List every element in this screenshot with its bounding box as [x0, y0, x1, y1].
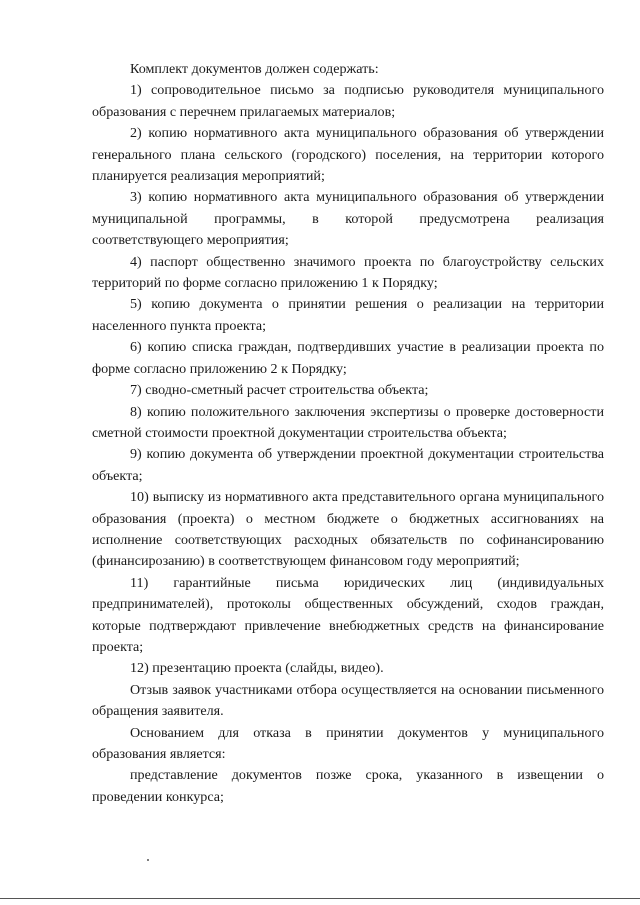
list-item: 6) копию списка граждан, подтвердивших участие в реализации проекта по форме согласно приложению 2 к Порядку; — [92, 339, 604, 377]
list-item: 7) сводно-сметный расчет строительства объекта; — [130, 382, 429, 399]
intro-paragraph: Комплект документов должен содержать: — [130, 61, 379, 77]
list-item: 8) копию положительного заключения экспертизы о проверке достоверности сметной стоимости проектной документации строительства объекта; — [92, 403, 604, 441]
list-item: 1) сопроводительное письмо за подписью руководителя муниципального образования с перечнем прилагаемых материалов; — [92, 82, 604, 120]
page-edge-line — [0, 898, 640, 899]
list-item: 3) копию нормативного акта муниципального образования об утверждении муниципальной программы, в которой предусмотрена реализация соответствующего мероприятия; — [92, 189, 604, 249]
list-item: 9) копию документа об утверждении проектной документации строительства объекта; — [92, 446, 604, 484]
list-item: 10) выписку из нормативного акта представительного органа муниципального образования (проекта) о местном бюджете о бюджетных ассигнованиях на исполнение соответствующих расходных обязательств по софинансированию (финансирозанию) в соответствующем финансовом году мероприятий; — [92, 489, 604, 570]
document-body — [92, 59, 604, 808]
scan-speck — [147, 859, 149, 861]
refusal-reason-paragraph: представление документов позже срока, указанного в извещении о проведении конкурса; — [92, 767, 604, 805]
list-item: 11) гарантийные письма юридических лиц (индивидуальных предпринимателей), протоколы общественных обсуждений, сходов граждан, которые подтверждают привлечение внебюджетных средств на финансирование проекта; — [92, 574, 604, 655]
list-item: 5) копию документа о принятии решения о реализации на территории населенного пункта проекта; — [92, 296, 604, 334]
list-item: 4) паспорт общественно значимого проекта по благоустройству сельских территорий по форме согласно приложению 1 к Порядку; — [92, 253, 604, 292]
list-item: 2) копию нормативного акта муниципального образования об утверждении генерального плана сельского (городского) поселения, на территории которого планируется реализация мероприятий; — [92, 125, 604, 185]
list-item: 12) презентацию проекта (слайды, видео). — [130, 660, 384, 677]
refusal-intro-paragraph: Основанием для отказа в принятии документов у муниципального образования является: — [92, 724, 604, 762]
withdrawal-paragraph: Отзыв заявок участниками отбора осуществляется на основании письменного обращения заявителя. — [92, 681, 604, 720]
